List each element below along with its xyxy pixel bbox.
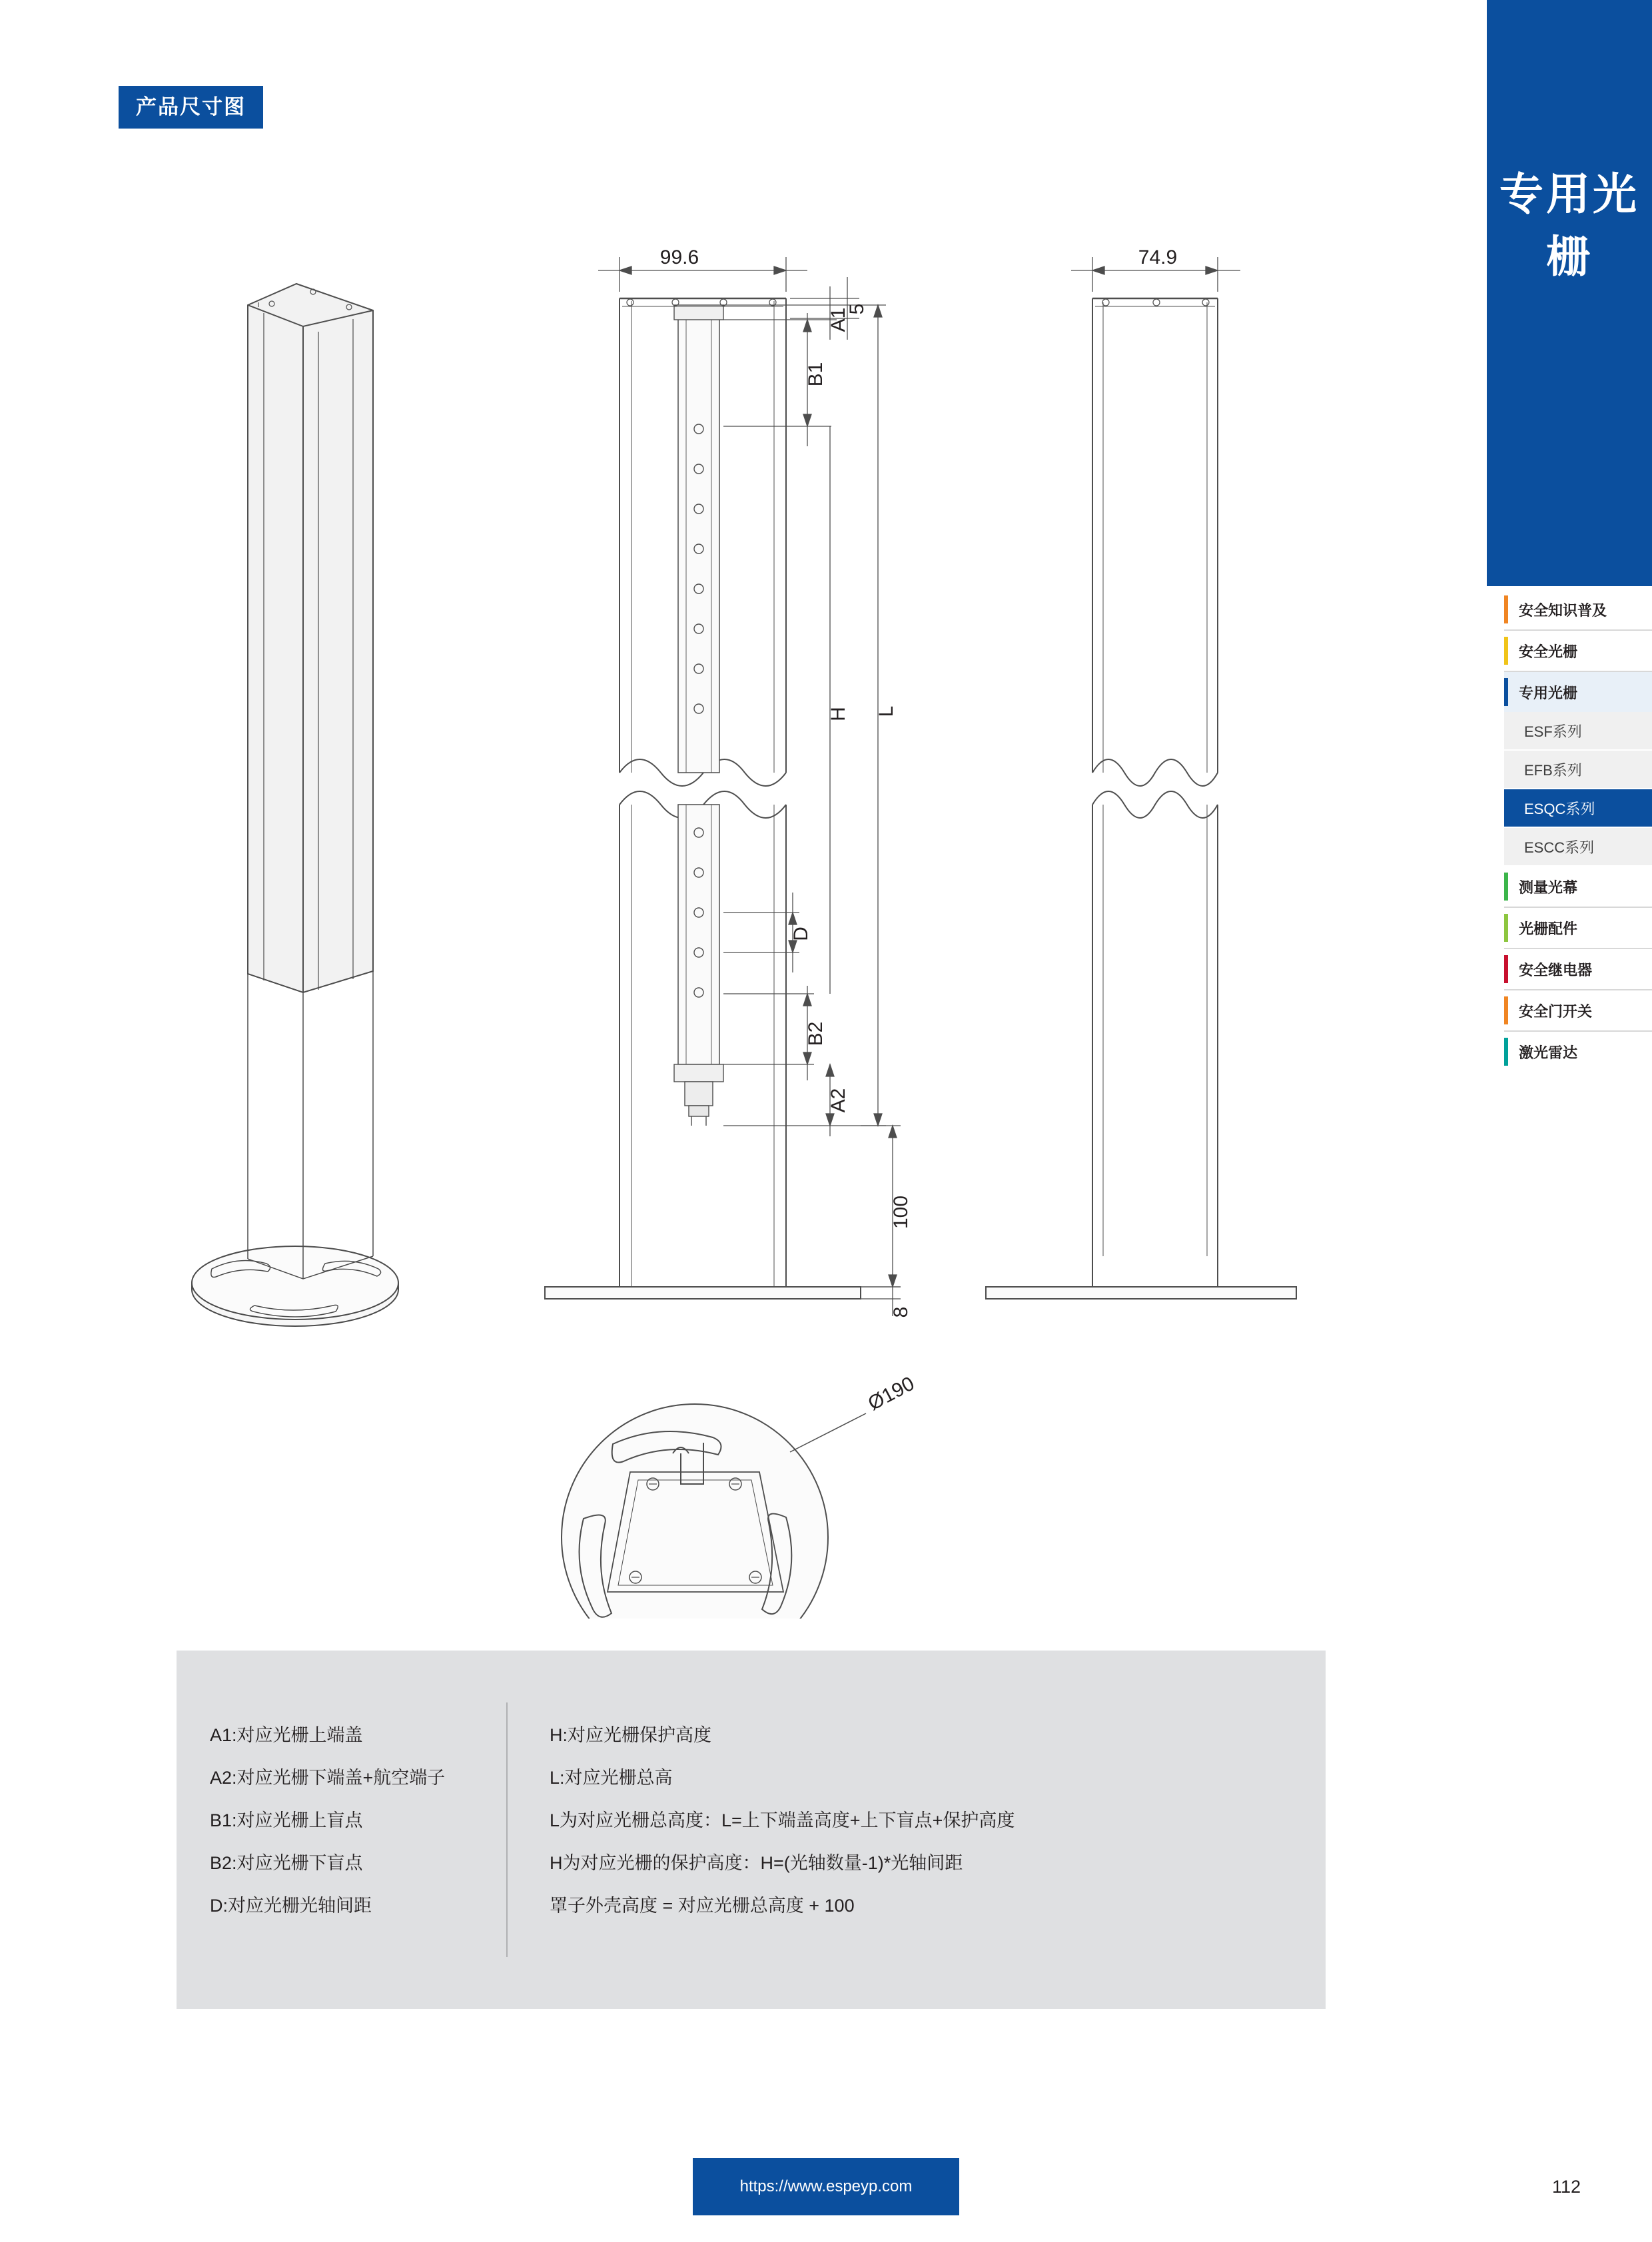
side-banner-title: 专用光栅 xyxy=(1499,169,1639,281)
note-item: A1:对应光栅上端盖 xyxy=(210,1725,363,1745)
label-l: L xyxy=(875,705,897,717)
label-b1: B1 xyxy=(805,362,827,387)
label-b2: B2 xyxy=(805,1021,827,1046)
notes-column-right xyxy=(550,1714,1015,1927)
nav-item-escc-series[interactable] xyxy=(1504,828,1652,867)
dim-plate-thickness: 8 xyxy=(890,1306,912,1318)
nav-item-safety-light-curtain[interactable] xyxy=(1504,631,1652,671)
dim-side-width: 74.9 xyxy=(1138,246,1178,268)
nav-item-label: 专用光栅 xyxy=(1519,684,1578,701)
label-a2: A2 xyxy=(827,1088,849,1113)
notes-column-left xyxy=(210,1714,445,1927)
note-item: 罩子外壳高度 = 对应光栅总高度 + 100 xyxy=(550,1896,855,1916)
side-banner xyxy=(1487,0,1652,586)
section-tag: 产品尺寸图 xyxy=(119,86,263,129)
nav-color-bar xyxy=(1504,996,1508,1024)
nav-color-bar xyxy=(1504,678,1508,706)
page-number: 112 xyxy=(1552,2177,1581,2197)
nav-item-label: 激光雷达 xyxy=(1519,1044,1578,1061)
nav-item-safety-relay[interactable] xyxy=(1504,949,1652,989)
nav-color-bar xyxy=(1504,914,1508,942)
front-view xyxy=(545,298,861,1299)
nav-color-bar xyxy=(1504,1038,1508,1066)
dim-base-height: 100 xyxy=(890,1195,912,1230)
nav-item-label: ESQC系列 xyxy=(1524,800,1595,817)
note-item: A2:对应光栅下端盖+航空端子 xyxy=(210,1768,446,1788)
nav-item-label: ESCC系列 xyxy=(1524,839,1595,856)
label-a1: A1 xyxy=(827,307,849,332)
side-view xyxy=(986,298,1296,1299)
product-dimension-drawing xyxy=(0,220,1452,1619)
nav-item-safety-door-switch[interactable] xyxy=(1504,990,1652,1030)
nav-color-bar xyxy=(1504,637,1508,665)
note-item: B1:对应光栅上盲点 xyxy=(210,1810,363,1830)
nav-color-bar xyxy=(1504,595,1508,623)
note-item: L为对应光栅总高度：L=上下端盖高度+上下盲点+保护高度 xyxy=(550,1810,1015,1830)
nav-item-label: ESF系列 xyxy=(1524,723,1582,740)
note-item: H:对应光栅保护高度 xyxy=(550,1725,711,1745)
nav-item-esqc-series[interactable] xyxy=(1504,789,1652,828)
nav-item-label: 安全继电器 xyxy=(1519,961,1593,978)
side-nav xyxy=(1504,589,1652,1072)
label-d: D xyxy=(790,927,812,941)
dim-front-width: 99.6 xyxy=(659,246,699,268)
nav-item-label: 安全光栅 xyxy=(1519,643,1578,660)
note-item: H为对应光栅的保护高度：H=(光轴数量-1)*光轴间距 xyxy=(550,1853,963,1873)
nav-item-safety-knowledge[interactable] xyxy=(1504,589,1652,629)
nav-item-curtain-accessories[interactable] xyxy=(1504,908,1652,948)
dimension-labels xyxy=(660,246,1177,1415)
isometric-view xyxy=(192,284,398,1326)
nav-item-label: 安全知识普及 xyxy=(1519,601,1607,619)
nav-color-bar xyxy=(1504,873,1508,901)
note-item: L:对应光栅总高 xyxy=(550,1768,673,1788)
nav-item-label: 测量光幕 xyxy=(1519,879,1578,896)
notes-divider xyxy=(506,1702,508,1957)
note-item: D:对应光栅光轴间距 xyxy=(210,1896,372,1916)
nav-item-efb-series[interactable] xyxy=(1504,751,1652,789)
note-item: B2:对应光栅下盲点 xyxy=(210,1853,363,1873)
top-view xyxy=(562,1404,866,1619)
label-h: H xyxy=(827,707,849,721)
dim-top-gap: 5 xyxy=(846,303,868,315)
nav-item-label: 安全门开关 xyxy=(1519,1002,1593,1020)
nav-item-esf-series[interactable] xyxy=(1504,712,1652,751)
notes-panel xyxy=(177,1651,1326,2009)
nav-item-laser-radar[interactable] xyxy=(1504,1032,1652,1072)
nav-item-label: EFB系列 xyxy=(1524,761,1582,779)
nav-item-special-light-curtain[interactable] xyxy=(1504,672,1652,712)
nav-item-measuring-curtain[interactable] xyxy=(1504,867,1652,907)
dim-base-diameter: Ø190 xyxy=(864,1372,919,1415)
nav-item-label: 光栅配件 xyxy=(1519,920,1578,937)
nav-color-bar xyxy=(1504,955,1508,983)
footer-url[interactable]: https://www.espeyp.com xyxy=(693,2158,959,2215)
